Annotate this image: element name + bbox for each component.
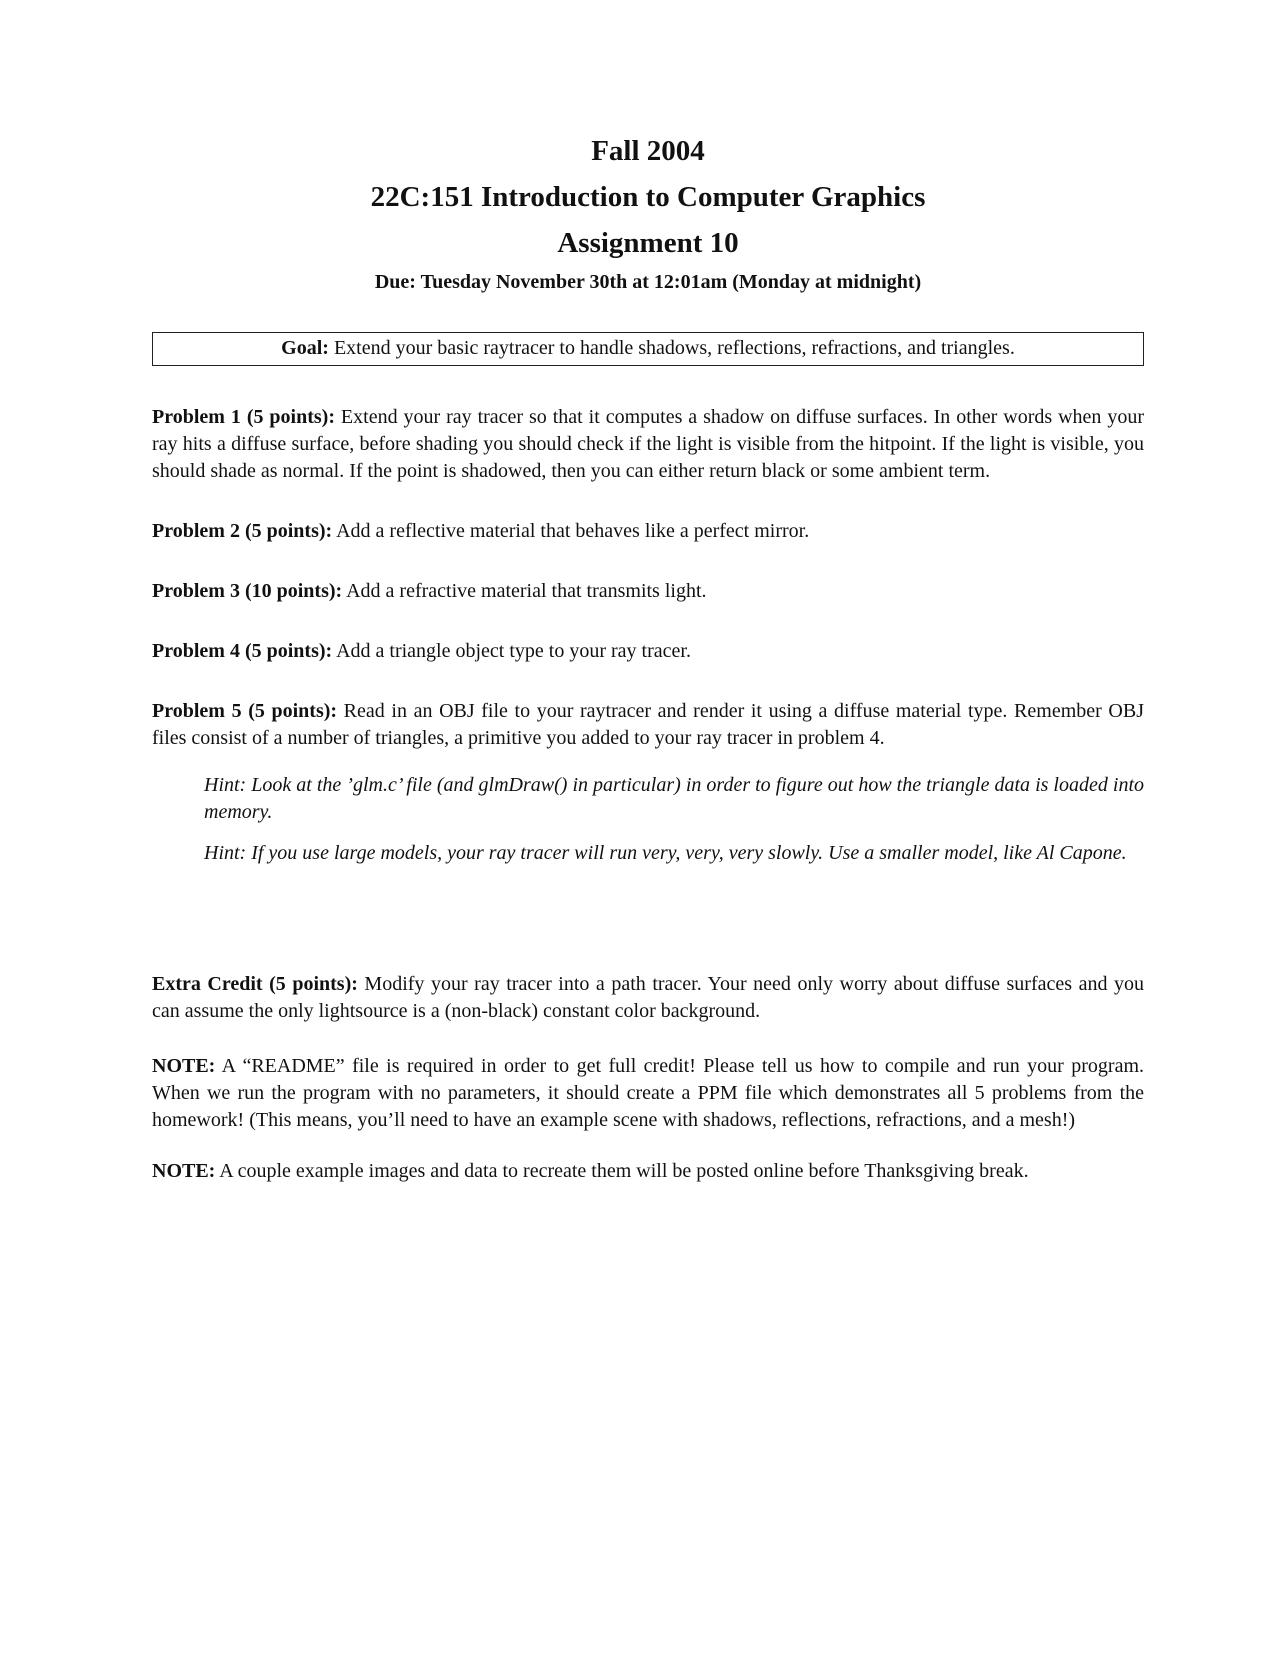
note-1-text: A “README” file is required in order to get full credit! Please tell us how to compile and run your program. When we run the program with no parameters, it should create a PPM file which demonstrates all 5 problems from the homework! (This means, you’ll need to have an example scene with shadows, reflections, refractions, and a mesh!)	[152, 1055, 1144, 1131]
goal-box	[152, 332, 1144, 366]
problem-2	[152, 518, 1144, 545]
problem-5	[152, 698, 1144, 752]
problem-3-label: Problem 3 (10 points):	[152, 580, 343, 602]
note-1-label: NOTE:	[152, 1055, 216, 1077]
problem-1	[152, 404, 1144, 485]
problem-3-text: Add a refractive material that transmits light.	[342, 580, 707, 602]
course-title: 22C:151 Introduction to Computer Graphics	[370, 181, 926, 213]
assignment-title: Assignment 10	[557, 227, 739, 259]
problem-1-label: Problem 1 (5 points):	[152, 406, 335, 428]
extra-credit	[152, 971, 1144, 1025]
note-2-text: A couple example images and data to recreate them will be posted online before Thanksgiving break.	[215, 1160, 1029, 1182]
problem-1-text: Extend your ray tracer so that it computes a shadow on diffuse surfaces. In other words when your ray hits a diffuse surface, before shading you should check if the light is visible from the hitpoint. If the light is visible, you should shade as normal. If the point is shadowed, then you can either return black or some ambient term.	[152, 406, 1144, 482]
document-page	[152, 128, 1144, 1185]
due-date: Due: Tuesday November 30th at 12:01am (Monday at midnight)	[374, 271, 922, 293]
hint-1: Hint: Look at the ’glm.c’ file (and glmDraw() in particular) in order to figure out how the triangle data is loaded into memory.	[204, 774, 1144, 823]
note-2	[152, 1158, 1144, 1185]
note-2-label: NOTE:	[152, 1160, 216, 1182]
goal-label: Goal:	[281, 337, 329, 359]
problem-2-text: Add a reflective material that behaves like a perfect mirror.	[332, 520, 810, 542]
goal-text: Extend your basic raytracer to handle shadows, reflections, refractions, and triangles.	[328, 337, 1015, 359]
semester-title: Fall 2004	[591, 135, 705, 167]
problem-2-label: Problem 2 (5 points):	[152, 520, 333, 542]
problem-4-text: Add a triangle object type to your ray tracer.	[332, 640, 691, 662]
hint-2: Hint: If you use large models, your ray tracer will run very, very, very slowly. Use a smaller model, like Al Capone.	[204, 842, 1127, 864]
problem-5-label: Problem 5 (5 points):	[152, 700, 338, 722]
note-1	[152, 1053, 1144, 1134]
problem-4-label: Problem 4 (5 points):	[152, 640, 333, 662]
problem-4	[152, 638, 1144, 665]
header	[152, 128, 1144, 296]
problem-3	[152, 578, 1144, 605]
extra-credit-text: Modify your ray tracer into a path tracer. Your need only worry about diffuse surfaces and you can assume the only lightsource is a (non-black) constant color background.	[152, 973, 1144, 1022]
extra-credit-label: Extra Credit (5 points):	[152, 973, 358, 995]
problem-5-text: Read in an OBJ file to your raytracer and render it using a diffuse material type. Remember OBJ files consist of a number of triangles, a primitive you added to your ray tracer in problem 4.	[152, 700, 1144, 749]
